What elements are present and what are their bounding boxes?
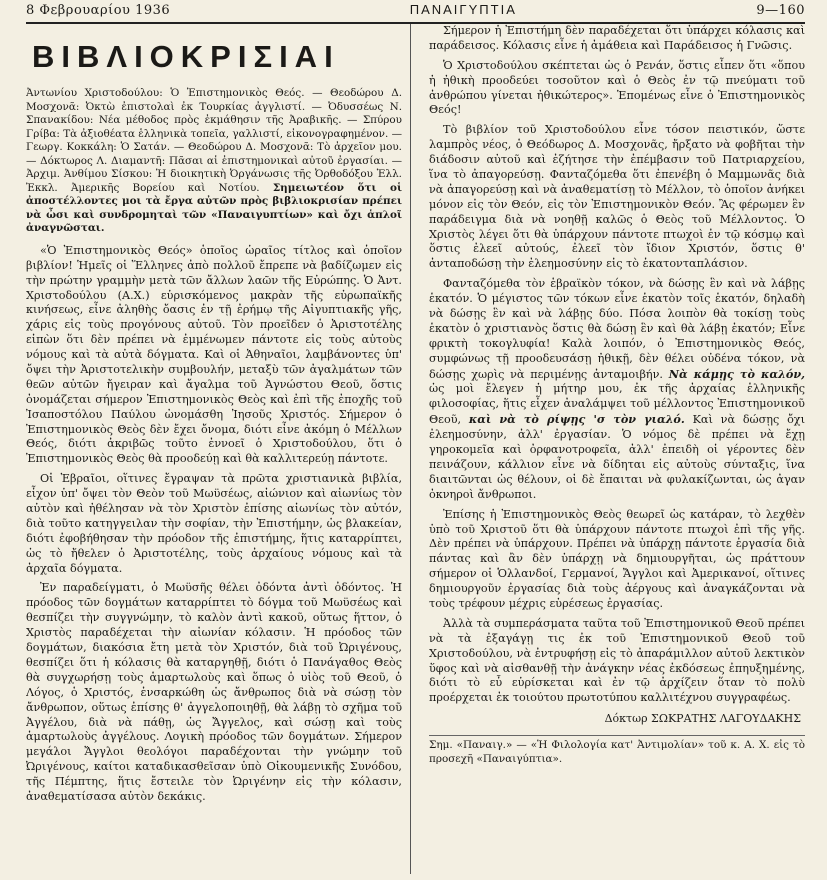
right-column bbox=[429, 24, 805, 874]
article-paragraph: «Ὁ Ἐπιστημονικὸς Θεός» ὁποῖος ὡραῖος τίτλος καὶ ὁποῖον βιβλίον! Ἡμεῖς οἱ Ἕλληνες ἀπὸ πολλοῦ ἔπρεπε νὰ βαδίζωμεν εἰς τὴν πρώτην γραμμὴν μετὰ τῶν ἄλλων λαῶν τῆς Εὐρώπης. Ὁ Ἀντ. Χριστοδούλου (Α.Χ.) εὑρισκόμενος μακρὰν τῆς εὐρωπαϊκῆς κινήσεως, εἶνε ἀληθὴς ὄασις ἐν τῇ ἐρήμῳ τῆς Αἰγυπτιακῆς γῆς, χάρις εἰς τοὺς προγόνους αὐτοῦ. Τὸν προεῖδεν ὁ Ἀριστοτέλης εἰπὼν ὅτι δὲν πρέπει νὰ ἐμμένωμεν πάντοτε εἰς τοὺς αὐτοὺς νόμους καὶ τὰ αὐτὰ δόγματα. Καὶ οἱ Ἀθηναῖοι, λαμβάνοντες ὑπ' ὄψει τὴν Ἀριστοτελικὴν συμβουλήν, μεταξὺ τῶν ἀγαλμάτων τῶν θεῶν αὐτῶν ἤγειραν καὶ ἄγαλμα τοῦ Ἀγνώστου Θεοῦ, ὅστις ὀνομάζεται σήμερον Ἐπιστημονικὸς Θεὸς καὶ ἐπὶ τῆς ἐποχῆς τοῦ Ἰσαποστόλου Παύλου ὠνομάσθη Ἰησοῦς Χριστός. Σήμερον ὁ Ἐπιστημονικὸς Θεὸς δὲν ἔχει ὄνομα, διότι εἶνε ἀκόμη ὁ Μέλλων Θεός, διότι ἀκριβῶς τοῦτο ἐννοεῖ ὁ Χριστοδούλου, ὅτι ὁ Ἐπιστημονικὸς Θεὸς θὰ προοδεύῃ καὶ θὰ καλλιτερεύῃ πάντοτε. bbox=[26, 243, 402, 466]
paragraph-text: Καὶ νὰ δώσῃς ὄχι ἐλεημοσύνην, ἀλλ' ἐργασίαν. Ὁ νόμος δὲ πρέπει νὰ ἔχῃ γηροκομεῖα καὶ ὀρφανοτροφεῖα, ἀλλ' ἐπειδὴ οἱ γέροντες δὲν πεινάζουν, κάλλιον εἶνε νὰ δίδηται εἰς αὐτοὺς σύνταξις, ἵνα διαιτῶνται ὡς θέλουν, οἱ δὲ ἔπαιται νὰ φυλακίζωνται, ὡς ἀγαν ὀκνηροὶ ἄνθρωποι. bbox=[429, 413, 805, 501]
article-paragraph: Οἱ Ἑβραῖοι, οἵτινες ἔγραψαν τὰ πρῶτα χριστιανικὰ βιβλία, εἶχον ὑπ' ὄψει τὸν Θεὸν τοῦ Μωϋσέως, αἰώνιον καὶ αἰωνίως τὸν αὐτὸν καὶ ἠθέλησαν νὰ τὸν Χριστὸν ἐπίσης αἰωνίως τὸν αὐτόν, διὰ τοῦτο κατηγγειλαν τὴν σοφίαν, τὴν Ἐπιστήμην, ὡς βλακείαν, διότι ἐφοβήθησαν τὴν πρόοδον τῆς ἐπιστήμης, ἥτις καταρρίπτει, ὡς τὸ ἤθελεν ὁ Ἀριστοτέλης, τοὺς ἀρχαίους νόμους καὶ τὰ ἀρχαῖα δόγματα. bbox=[26, 472, 402, 575]
author-signature: Δόκτωρ ΣΩΚΡΑΤΗΣ ΛΑΓΟΥΔΑΚΗΣ bbox=[604, 712, 801, 726]
issue-date: 8 Φεβρουαρίου 1936 bbox=[26, 3, 171, 18]
running-head bbox=[26, 0, 805, 24]
paragraph-text: Φανταζόμεθα τὸν ἑβραϊκὸν τόκον, νὰ δώσῃς ἓν καὶ νὰ λάβῃς ἑκατόν. Ὁ μέγιστος τῶν τόκων εἶνε ἑκατὸν τοῖς ἑκατόν, δηλαδὴ νὰ δώσῃς ἓν καὶ νὰ λάβῃς δύο. Πόσα λοιπὸν θὰ τοκίσῃ τοὺς ἑκατὸν ὁ χριστιανὸς ὅστις θὰ δώσῃ ἓν καὶ θὰ λάβῃ ἑκατόν; Εἶνε φρικτὴ τοκογλυφία! Καλὰ λοιπόν, ὁ Ἐπιστημονικὸς Θεός, συμφώνως τῇ προοδευσάσῃ ἠθικῇ, δὲν θέλει οὐδένα τόκον, νὰ δώσῃς χωρὶς νὰ περιμένῃς ἀνταμοιβήν. bbox=[429, 277, 805, 381]
editor-note: Σημ. «Παναιγ.» — «Ἡ Φιλολογία κατ' Ἀντιμολίαν» τοῦ κ. Α. Χ. εἰς τὸ προσεχῆ «Παναιγύπτια». bbox=[429, 735, 805, 767]
article-paragraph: Ἐν παραδείγματι, ὁ Μωϋσῆς θέλει ὀδόντα ἀντὶ ὀδόντος. Ἡ πρόοδος τῶν δογμάτων καταρρίπτει τὸ δόγμα τοῦ Μωϋσέως καὶ θεσπίζει τὴν συγγνώμην, τὸ καλὸν ἀντὶ κακοῦ, οὕτως ἥττον, ὁ Χριστὸς παραδέχεται τὴν αἰωνίαν κόλασιν. Ἡ πρόοδος τῶν δογμάτων, διακόσια ἔτη μετὰ τὸν Χριστόν, διὰ τοῦ Ὠριγένους, θεσπίζει ὅτι ἡ κόλασις θὰ καταργηθῇ, διότι ὁ Πανάγαθος Θεὸς θὰ συγχωρήσῃ τοὺς ἁμαρτωλοὺς καὶ ὅπως ὁ υἱὸς τοῦ Θεοῦ, ὁ Λόγος, ὁ Χριστός, ἐνσαρκώθη ὡς ἄνθρωπος διὰ νὰ σώσῃ τὸν ἄνθρωπον, οὕτως ἐπίσης θ' ἀγγελοποιηθῇ, θὰ λάβῃ τὸ σχῆμα τοῦ Ἀγγέλου, διὰ νὰ πάθῃ, ὡς Ἄγγελος, καὶ σώσῃ καὶ τοὺς ἁμαρτωλοὺς ἀγγέλους. Λογικὴ πρόοδος τῶν δογμάτων. Σήμερον μεγάλοι Ἄγγλοι θεολόγοι παραδέχονται τὴν γνώμην τοῦ Ὠριγένους, καίτοι καταδικασθεῖσαν ὑπὸ Οἰκουμενικῆς Συνόδου, τῆς Πέμπτης, ἥτις ἔστειλε τὸν Ὠριγένην εἰς τὴν κόλασιν, ἀναθεματίσασα αὐτὸν δεκάκις. bbox=[26, 581, 402, 803]
review-list-notice: Σημειωτέον ὅτι οἱ ἀποστέλλοντες μοι τὰ ἔργα αὐτῶν πρὸς βιβλιοκρισίαν πρέπει νὰ ὦσι καὶ συνδρομηταὶ τῶν «Παναιγυπτίων» καὶ ὄχι ἁπλοῖ ἀναγνῶσται. bbox=[26, 181, 402, 235]
review-list bbox=[26, 87, 402, 236]
article-paragraph: Ὁ Χριστοδούλου σκέπτεται ὡς ὁ Ρενάν, ὅστις εἶπεν ὅτι «ὅπου ἡ ἠθικὴ προοδεύει τοσοῦτον καὶ ὁ Θεὸς ἐν τῷ πνεύματι τοῦ ἀνθρώπου γίνεται ἠθικώτερος». Ἑπομένως εἶνε ὁ Ἐπιστημονικὸς Θεός! bbox=[429, 58, 805, 117]
article-paragraph: Ἀλλὰ τὰ συμπεράσματα ταῦτα τοῦ Ἐπιστημονικοῦ Θεοῦ πρέπει νὰ τὰ ἐξαγάγῃ τις ἐκ τοῦ Ἐπιστημονικοῦ Θεοῦ τοῦ Χριστοδούλου, νὰ ἐντρυφήσῃ εἰς τὸ ἀπαράμιλλον αὐτοῦ λεκτικὸν ὕφος καὶ νὰ αἰσθανθῇ τὴν ἀνάγκην νέας ἐκδόσεως ἐπηυξημένης, διότι τὸ εὖ εὑρίσκεται καὶ ἐν τῷ ἀρχίζειν ὅταν τὸ πολὺ προέρχεται ἐκ τοιούτου πρωτοτύπου καλλιτέχνου συγγραφέως. bbox=[429, 616, 805, 705]
section-title: ΒΙΒΛΙΟΚΡΙΣΙΑΙ bbox=[32, 39, 340, 74]
article-paragraph: Ἐπίσης ἡ Ἐπιστημονικὸς Θεὸς θεωρεῖ ὡς κατάραν, τὸ λεχθὲν ὑπὸ τοῦ Χριστοῦ ὅτι θὰ ὑπάρχουν πάντοτε πτωχοὶ ἐπὶ τῆς γῆς. Δὲν πρέπει νὰ ὑπάρχουν. Πρέπει νὰ ὑπάρχῃ πάντοτε ἐργασία διὰ πάντας καὶ ἂν δὲν ὑπάρχῃ νὰ δημιουργῆται, ὡς πράττουν σήμερον οἱ Ὁλλανδοί, Γερμανοί, Ἄγγλοι καὶ Ἀμερικανοί, οἵτινες δημιουργοῦν ἐργασίας διὰ τοὺς ἀέργους καὶ ἀναγκάζονται νὰ τοὺς τρέφουν μέχρις εὑρέσεως ἐργασίας. bbox=[429, 507, 805, 610]
article-columns bbox=[26, 24, 805, 874]
article-paragraph bbox=[429, 277, 805, 502]
emphasis-quote: καὶ νὰ τὸ ρίψῃς 'σ τὸν γιαλό. bbox=[468, 412, 685, 427]
publication-name: ΠΑΝΑΙΓΥΠΤΙΑ bbox=[409, 2, 517, 17]
emphasis-quote: Νὰ κάμῃς τὸ καλόν, bbox=[668, 366, 805, 381]
page-number: 9—160 bbox=[756, 3, 805, 18]
article-paragraph: Τὸ βιβλίον τοῦ Χριστοδούλου εἶνε τόσον πειστικόν, ὥστε λαμπρὸς νέος, ὁ Θεόδωρος Δ. Μοσχονᾶς, ἤρξατο νὰ φοβῆται τὴν διάδοσιν αὐτοῦ καὶ ἐζήτησε τὴν ἐπέμβασιν τοῦ Πατριαρχείου, ἵνα τὸ ἀπαγορεύσῃ. Φανταζόμεθα ὅτι ἐπενέβη ὁ Μαμμωνᾶς διὰ νὰ ἀπαγορεύσῃ καὶ νὰ ἀναθεματίσῃ τὸ Μέλλον, τὸ ὁποῖον ἀνήκει μόνον εἰς τὸν Θεόν, εἰς τὸν Ἐπιστημονικὸν Θεόν. Ἂς φέρωμεν ἓν παράδειγμα διὰ νὰ νοηθῇ καλῶς ὁ Θεὸς τοῦ Μέλλοντος. Ὁ Χριστὸς λέγει ὅτι θὰ ὑπάρχουν πάντοτε πτωχοὶ ἐν τῷ κόσμῳ καὶ ὅστις ἐλεεῖ αὐτούς, ἐλεεῖ τὸν ἴδιον Χριστόν, ὅστις θ' ἀνταποδώσῃ τὴν ἐλεημοσύνην εἰς τὸ ἑκατονταπλάσιον. bbox=[429, 123, 805, 271]
paragraph-text: ὡς μοὶ ἔλεγεν ἡ μήτηρ μου, ἐκ τῆς ἀρχαίας ἑλληνικῆς φιλοσοφίας, ἥτις εἶχεν ἀναλάμψει τοῦ μέλλοντος Ἐπιστημονικοῦ Θεοῦ, bbox=[429, 382, 805, 427]
review-list-titles: Ἀντωνίου Χριστοδούλου: Ὁ Ἐπιστημονικὸς Θεός. — Θεοδώρου Δ. Μοσχονᾶ: Ὀκτὼ ἐπιστολαὶ ἐκ Τουρκίας ἀγγλιστί. — Ὀδυσσέως Ν. Σπανακίδου: Νέα μέθοδος πρὸς ἐκμάθησιν τῆς Ἀραβικῆς. — Σπύρου Γρίβα: Τὰ ἀξιοθέατα ἑλληνικὰ τοπεῖα, γαλλιστί, εἰκονογραφημένον. — Γεωργ. Κοκκάλη: Ὁ Σατάν. — Θεοδώρου Δ. Μοσχονᾶ: Τὸ ἀρχεῖον μου. — Δόκτωρος Λ. Διαμαντῆ: Πᾶσαι αἱ ἐπιστημονικαὶ αὐτοῦ ἐργασίαι. — Ἀρχιμ. Ἀνθίμου Σίσκου: Ἡ διοικητικὴ Ὀργάνωσις τῆς Ὀρθοδόξου Ἑλλ. Ἐκκλ. Ἀμερικῆς Βορείου καὶ Νοτίου. bbox=[26, 87, 402, 194]
article-paragraph: Σήμερον ἡ Ἐπιστήμη δὲν παραδέχεται ὅτι ὑπάρχει κόλασις καὶ παράδεισος. Κόλασις εἶνε ἡ ἀμάθεια καὶ Παράδεισος ἡ Γνῶσις. bbox=[429, 24, 805, 52]
left-column bbox=[26, 24, 411, 874]
